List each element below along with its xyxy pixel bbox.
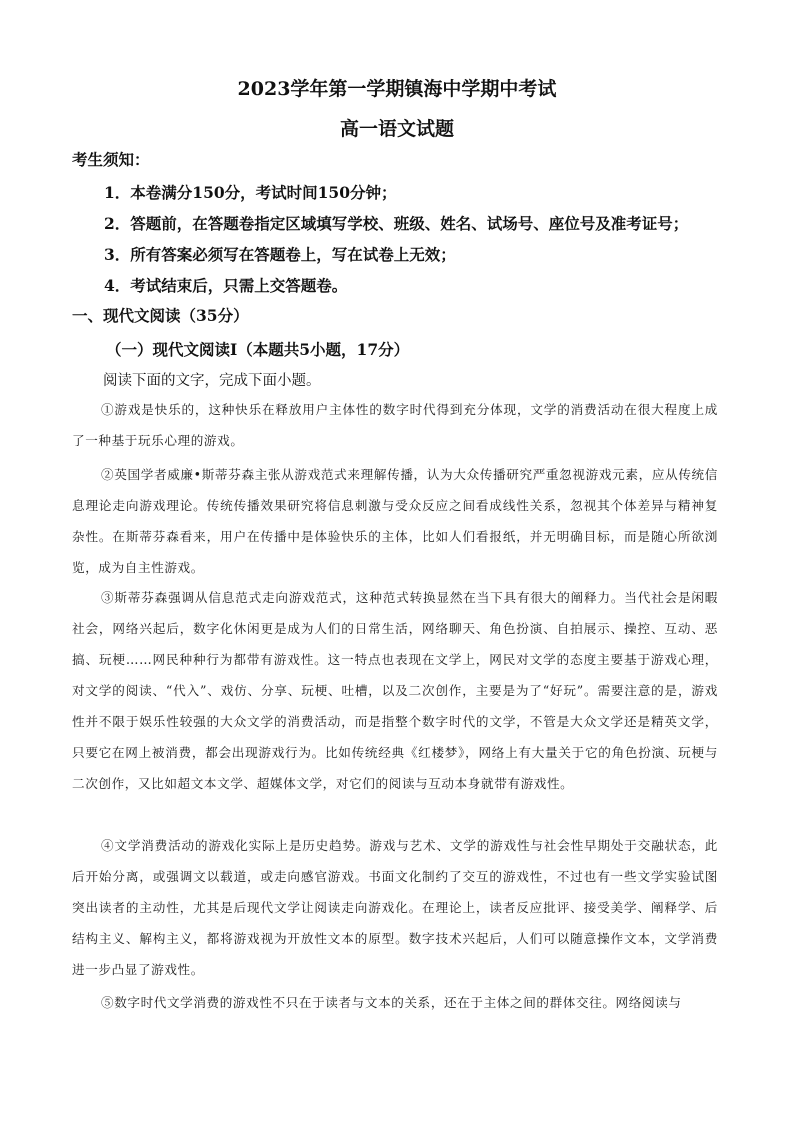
exam-title: 2023学年第一学期镇海中学期中考试: [237, 78, 557, 100]
section-heading: 一、现代文阅读（35分）: [72, 306, 249, 325]
subsection-heading: （一）现代文阅读Ⅰ（本题共5小题，17分）: [106, 340, 410, 359]
notice-item: 1．本卷满分150分，考试时间150分钟；: [104, 183, 397, 202]
notice-item: 2．答题前，在答题卷指定区域填写学校、班级、姓名、试场号、座位号及准考证号；: [104, 214, 689, 233]
reading-instruction: 阅读下面的文字，完成下面小题。: [103, 373, 321, 389]
notice-item: 3．所有答案必须写在答题卷上，写在试卷上无效；: [104, 245, 456, 264]
paragraph-4: ④文学消费活动的游戏化实际上是历史趋势。游戏与艺术、文学的游戏性与社会性早期处于交融状态，此后开始分离，或强调文以载道，或走向感官游戏。书面文化制约了交互的游戏性，不过也有一些文学实验试图突出读者的主动性，尤其是后现代文学让阅读走向游戏化。在理论上，读者反应批评、接受美学、阐释学、后结构主义、解构主义，都将游戏视为开放性文本的原型。数字技术兴起后，人们可以随意操作文本，文学消费进一步凸显了游戏性。: [72, 838, 718, 977]
notice-heading: 考生须知：: [72, 150, 150, 169]
notice-item: 4．考试结束后，只需上交答题卷。: [104, 276, 348, 295]
paragraph-2: ②英国学者威廉•斯蒂芬森主张从游戏范式来理解传播，认为大众传播研究严重忽视游戏元素，应从传统信息理论走向游戏理论。传统传播效果研究将信息刺激与受众反应之间看成线性关系，忽视其个体差异与精神复杂性。在斯蒂芬森看来，用户在传播中是体验快乐的主体，比如人们看报纸，并无明确目标，而是随心所欲浏览，成为自主性游戏。: [72, 467, 718, 575]
paragraph-5: ⑤数字时代文学消费的游戏性不只在于读者与文本的关系，还在于主体之间的群体交往。网络阅读与: [101, 995, 682, 1010]
paragraph-3: ③斯蒂芬森强调从信息范式走向游戏范式，这种范式转换显然在当下具有很大的阐释力。当代社会是闲暇社会，网络兴起后，数字化休闲更是成为人们的日常生活，网络聊天、角色扮演、自拍展示、操控、互动、恶搞、玩梗……网民种种行为都带有游戏性。这一特点也表现在文学上，网民对文学的态度主要基于游戏心理，对文学的阅读、“代入”、戏仿、分享、玩梗、吐槽，以及二次创作，主要是为了“好玩”。需要注意的是，游戏性并不限于娱乐性较强的大众文学的消费活动，而是指整个数字时代的文学，不管是大众文学还是精英文学，只要它在网上被消费，都会出现游戏行为。比如传统经典《红楼梦》，网络上有大量关于它的角色扮演、玩梗与二次创作，又比如超文本文学、超媒体文学，对它们的阅读与互动本身就带有游戏性。: [72, 590, 718, 791]
paragraph-1: ①游戏是快乐的，这种快乐在释放用户主体性的数字时代得到充分体现，文学的消费活动在很大程度上成了一种基于玩乐心理的游戏。: [72, 402, 718, 448]
exam-subtitle: 高一语文试题: [339, 118, 454, 140]
